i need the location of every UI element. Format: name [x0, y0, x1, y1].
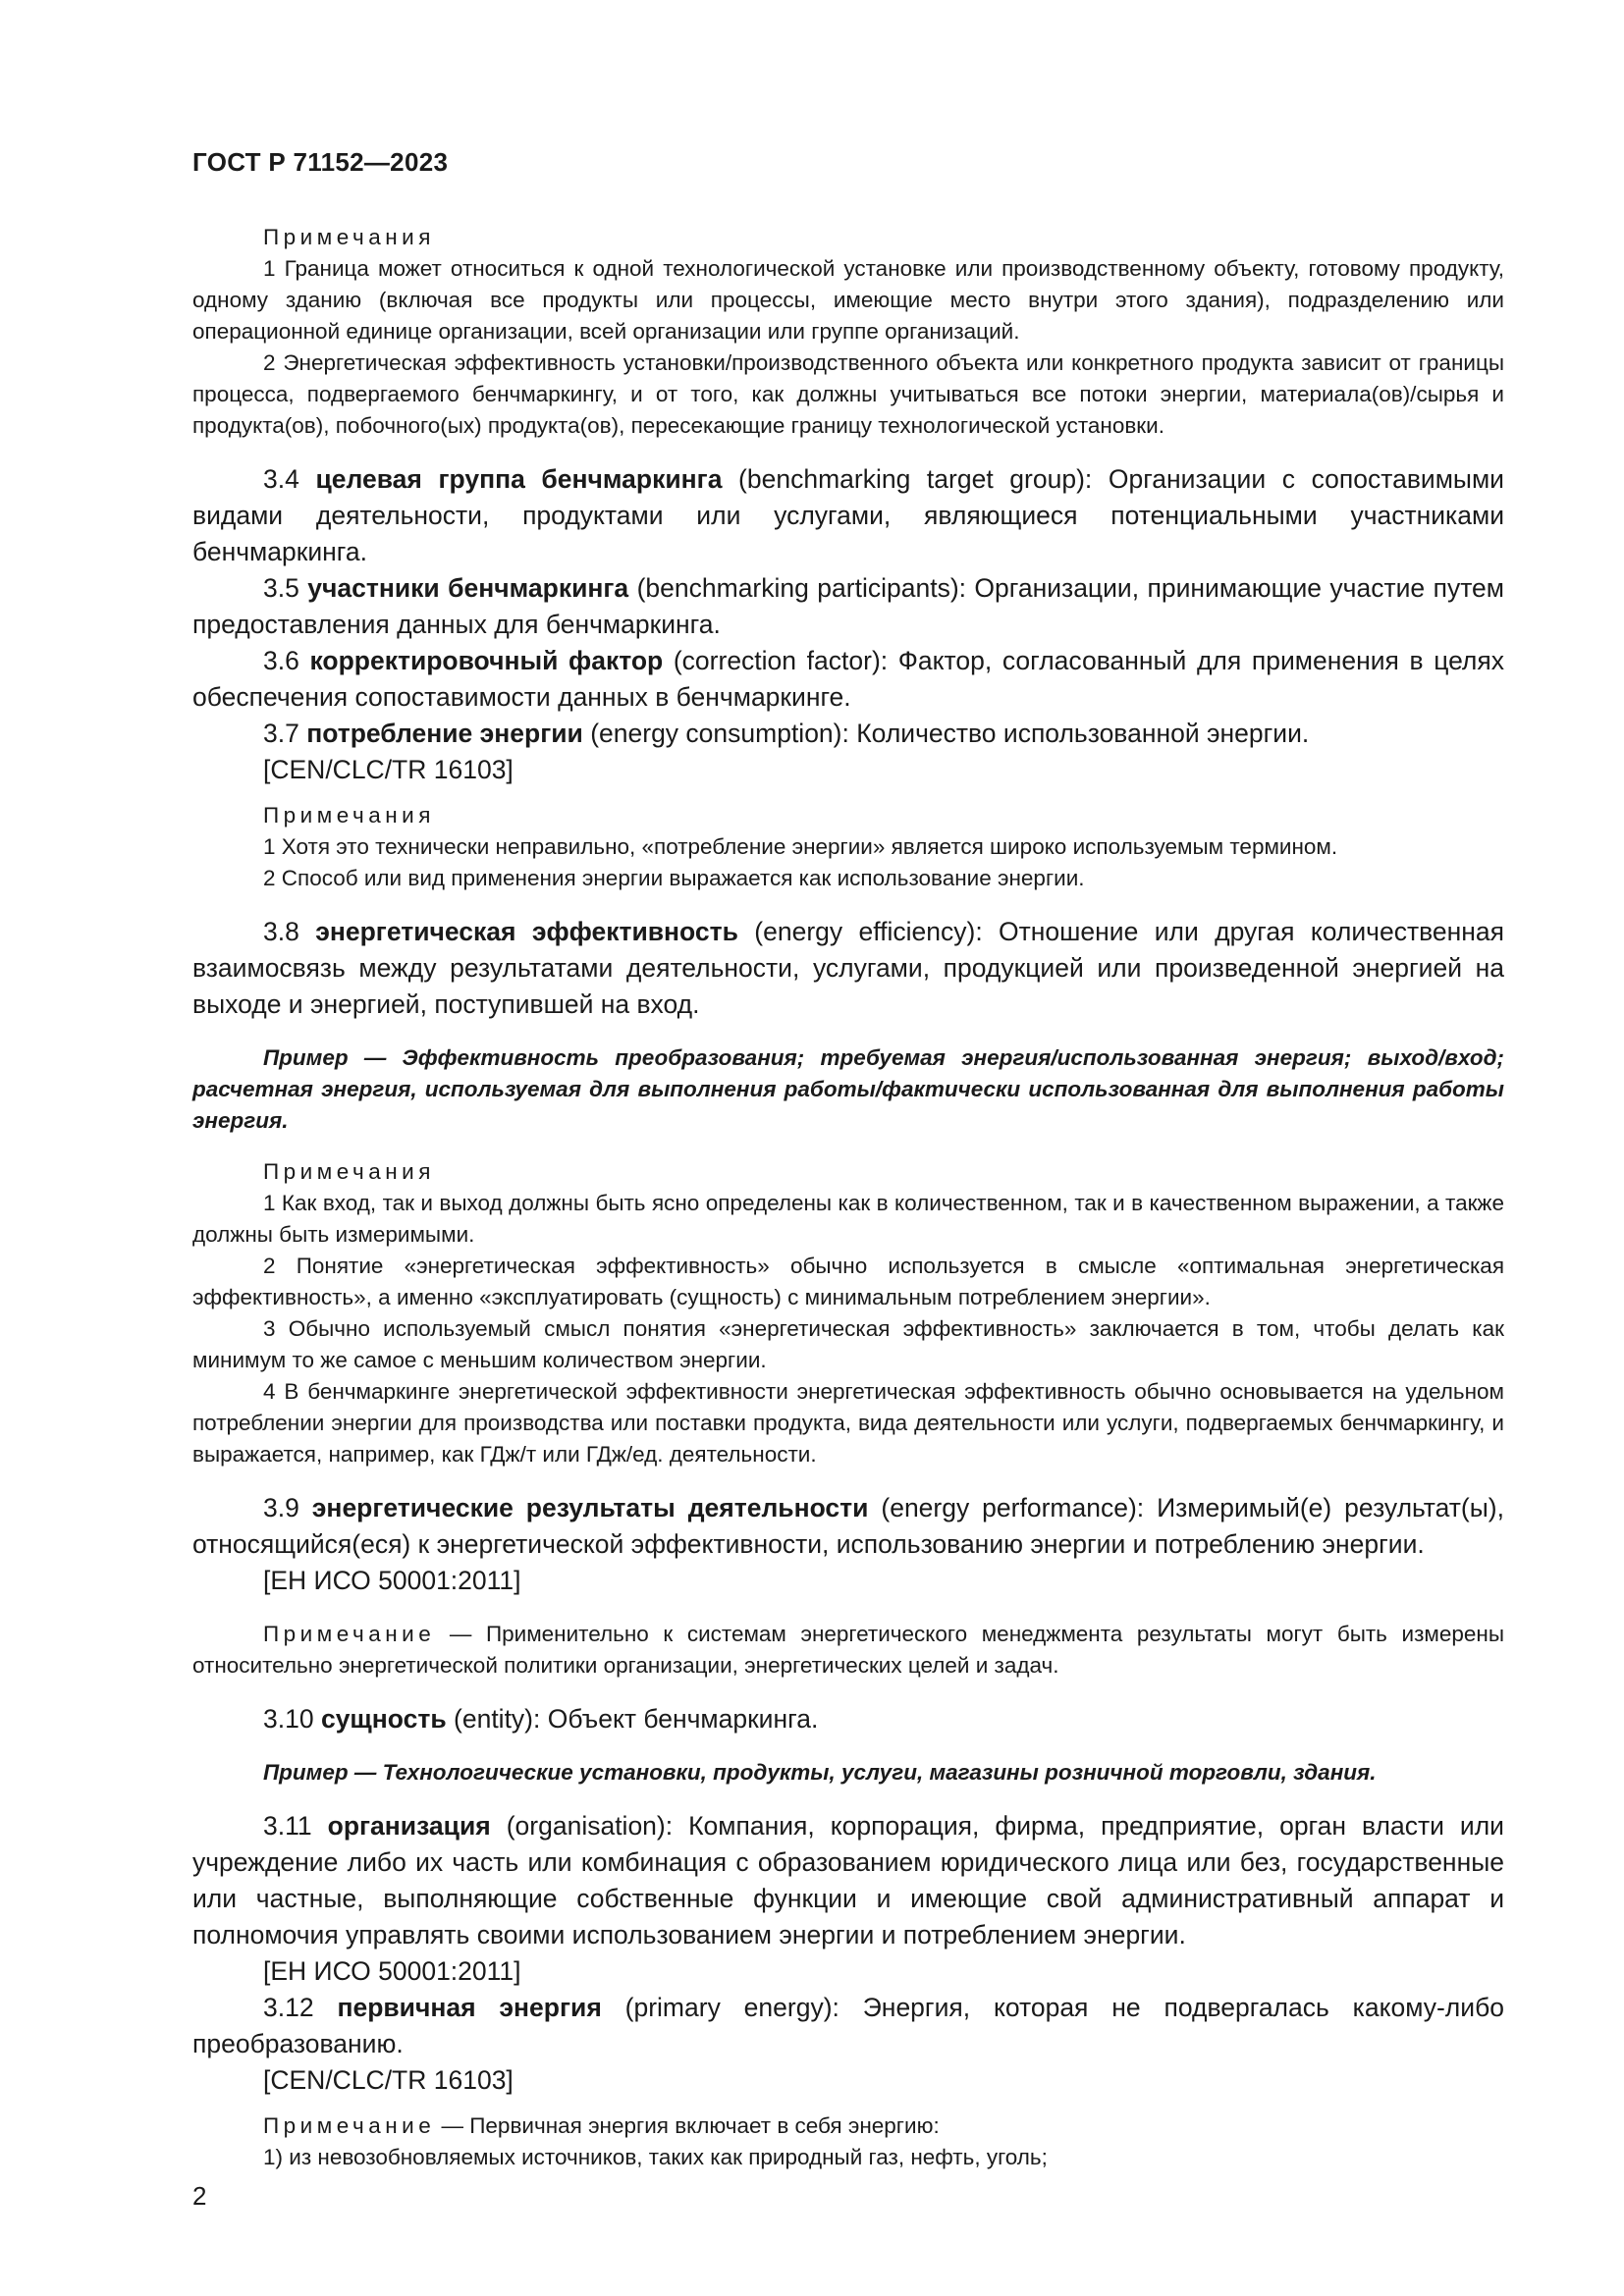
term-name: корректировочный фактор [309, 646, 664, 675]
note-heading: Примечание [263, 2113, 436, 2138]
document-header: ГОСТ Р 71152—2023 [192, 147, 449, 177]
notes-heading: Примечания [263, 1159, 435, 1184]
page-number: 2 [192, 2181, 207, 2211]
example-text: Пример — Технологические установки, продукты, услуги, магазины розничной торговли, здания. [263, 1760, 1377, 1785]
term-definition: (energy performance): Измеримый(е) результат(ы), относящийся(еся) к энергетической эффективности, использованию энергии и потреблению энергии. [192, 1493, 1504, 1559]
term-entry-3-7 [192, 716, 1504, 752]
note-item: 3 Обычно используемый смысл понятия «энергетическая эффективность» заключается в том, чтобы делать как минимум то же самое с меньшим количеством энергии. [192, 1316, 1504, 1372]
term-number: 3.7 [263, 719, 299, 748]
term-name: участники бенчмаркинга [307, 573, 629, 603]
term-entry-3-8 [192, 914, 1504, 1023]
note-heading: Примечание [263, 1622, 436, 1646]
document-body [192, 222, 1504, 2173]
term-name: сущность [320, 1704, 447, 1734]
term-number: 3.10 [263, 1704, 314, 1734]
term-name: первичная энергия [337, 1993, 602, 2022]
example-text: Пример — Эффективность преобразования; требуемая энергия/использованная энергия; выход/вход; расчетная энергия, используемая для выполнения работы/фактически использованная для выполнения работы энергия. [192, 1045, 1504, 1133]
term-definition: (primary energy): Энергия, которая не подвергалась какому-либо преобразованию. [192, 1993, 1504, 2058]
term-definition: (organisation): Компания, корпорация, фирма, предприятие, орган власти или учреждение либо их часть или комбинация с образованием юридического лица или без, государственные или частные, выполняющие собственные функции и имеющие свой административный аппарат и полномочия управлять своими использованием энергии и потреблением энергии. [192, 1811, 1504, 1949]
term-definition: (energy efficiency): Отношение или другая количественная взаимосвязь между результатами деятельности, услугами, продукцией или произведенной энергией на выходе и энергией, поступившей на вход. [192, 917, 1504, 1019]
term-number: 3.11 [263, 1811, 312, 1841]
note-item [192, 2110, 1504, 2142]
term-definition: (benchmarking participants): Организации, принимающие участие путем предоставления данных для бенчмаркинга. [192, 573, 1504, 639]
term-name: энергетическая эффективность [315, 917, 738, 946]
note-item [192, 1619, 1504, 1682]
term-definition: (benchmarking target group): Организации с сопоставимыми видами деятельности, продуктами или услугами, являющиеся потенциальными участниками бенчмаркинга. [192, 464, 1504, 566]
term-number: 3.5 [263, 573, 299, 603]
note-item: 4 В бенчмаркинге энергетической эффективности энергетическая эффективность обычно основывается на удельном потреблении энергии для производства или поставки продукта, вида деятельности или услуги, подвергаемых бенчмаркингу, и выражается, например, как ГДж/т или ГДж/ед. деятельности. [192, 1379, 1504, 1467]
term-entry-3-4 [192, 461, 1504, 570]
term-entry-3-10 [192, 1701, 1504, 1737]
term-name: целевая группа бенчмаркинга [315, 464, 723, 494]
term-number: 3.9 [263, 1493, 299, 1522]
note-list-item: 1) из невозобновляемых источников, таких как природный газ, нефть, уголь; [263, 2145, 1048, 2169]
term-entry-3-12 [192, 1990, 1504, 2062]
note-item: 1 Хотя это технически неправильно, «потребление энергии» является широко используемым термином. [263, 834, 1338, 859]
term-reference: [ЕН ИСО 50001:2011] [263, 1956, 521, 1986]
term-definition: (correction factor): Фактор, согласованный для применения в целях обеспечения сопоставимости данных в бенчмаркинге. [192, 646, 1504, 712]
term-entry-3-6 [192, 643, 1504, 716]
term-name: потребление энергии [306, 719, 583, 748]
term-reference: [CEN/CLC/TR 16103] [263, 2065, 514, 2095]
term-number: 3.12 [263, 1993, 314, 2022]
term-number: 3.6 [263, 646, 299, 675]
note-text: — Применительно к системам энергетического менеджмента результаты могут быть измерены относительно энергетической политики организации, энергетических целей и задач. [192, 1622, 1504, 1678]
note-item: 2 Способ или вид применения энергии выражается как использование энергии. [263, 866, 1085, 890]
note-item: 2 Энергетическая эффективность установки/производственного объекта или конкретного продукта зависит от границы процесса, подвергаемого бенчмаркингу, и от того, как должны учитываться все потоки энергии, материала(ов)/сырья и продукта(ов), побочного(ых) продукта(ов), пересекающие границу технологической установки. [192, 350, 1504, 438]
term-name: энергетические результаты деятельности [311, 1493, 869, 1522]
term-entry-3-11 [192, 1808, 1504, 1953]
notes-heading: Примечания [263, 225, 435, 249]
term-entry-3-5 [192, 570, 1504, 643]
term-entry-3-9 [192, 1490, 1504, 1563]
note-item: 1 Как вход, так и выход должны быть ясно определены как в количественном, так и в качественном выражении, а также должны быть измеримыми. [192, 1191, 1504, 1247]
term-number: 3.4 [263, 464, 299, 494]
note-item: 1 Граница может относиться к одной технологической установке или производственному объекту, готовому продукту, одному зданию (включая все продукты или процессы, имеющие место внутри этого здания), подразделению или операционной единице организации, всей организации или группе организаций. [192, 256, 1504, 344]
term-name: организация [327, 1811, 491, 1841]
term-reference: [CEN/CLC/TR 16103] [263, 755, 514, 784]
notes-heading: Примечания [263, 803, 435, 828]
term-number: 3.8 [263, 917, 299, 946]
term-definition: (energy consumption): Количество использованной энергии. [590, 719, 1310, 748]
note-text: — Первичная энергия включает в себя энергию: [441, 2113, 940, 2138]
term-reference: [ЕН ИСО 50001:2011] [263, 1566, 521, 1595]
term-definition: (entity): Объект бенчмаркинга. [454, 1704, 819, 1734]
note-item: 2 Понятие «энергетическая эффективность» обычно используется в смысле «оптимальная энергетическая эффективность», а именно «эксплуатировать (сущность) с минимальным потреблением энергии». [192, 1254, 1504, 1309]
